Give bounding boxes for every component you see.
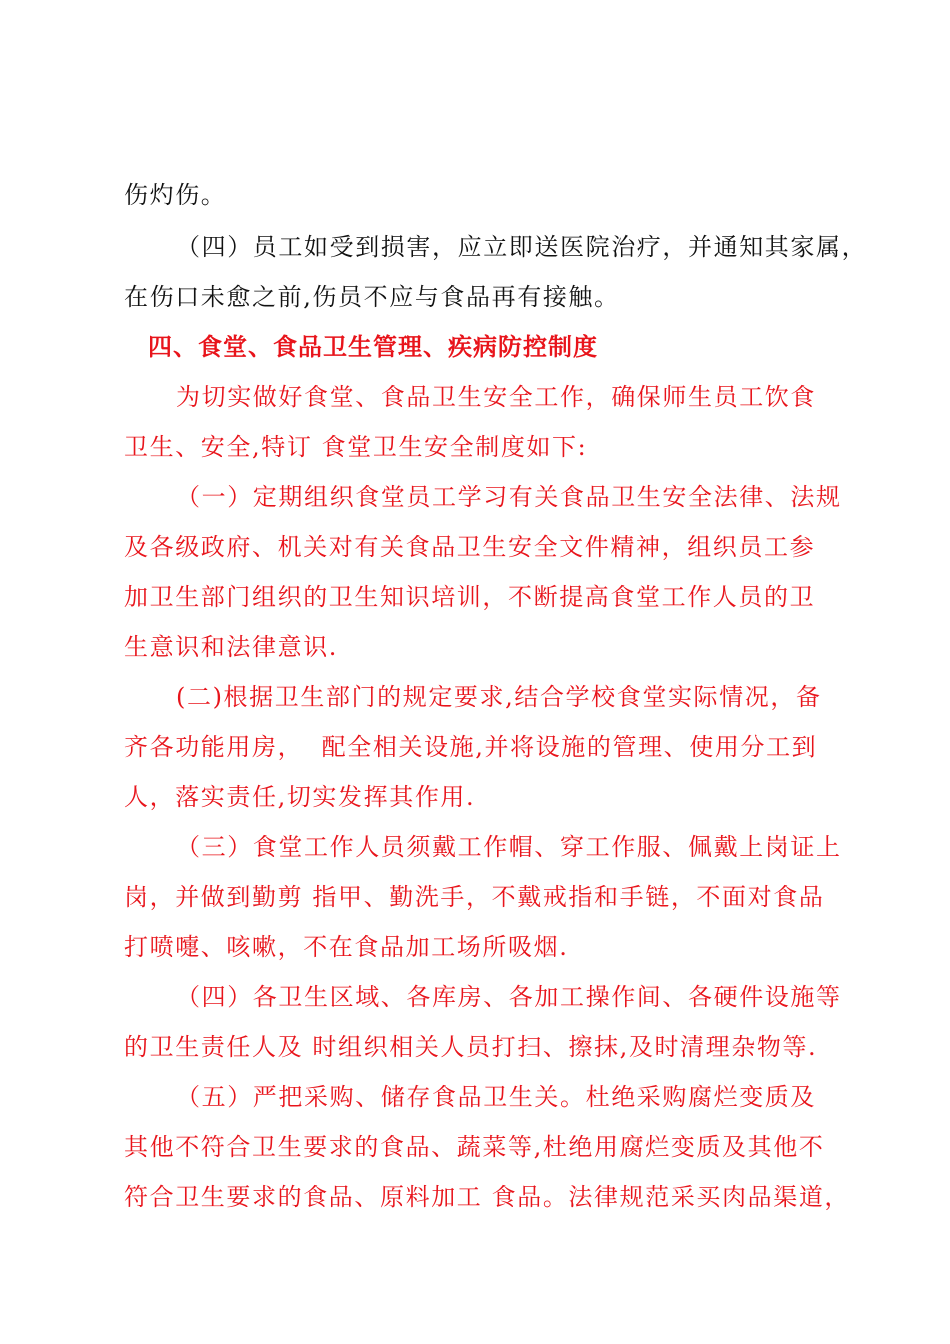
section-heading: 四、食堂、食品卫生管理、疾病防控制度 <box>148 333 598 361</box>
paragraph-line: 为切实做好食堂、食品卫生安全工作，确保师生员工饮食 <box>176 383 816 411</box>
text-line: 其他不符合卫生要求的食品、蔬菜等,杜绝用腐烂变质及其他不 <box>124 1133 825 1161</box>
text-line: 人，落实责任,切实发挥其作用. <box>124 783 476 811</box>
text-line: 齐各功能用房， 配全相关设施,并将设施的管理、使用分工到 <box>124 733 818 761</box>
text-line: 及各级政府、机关对有关食品卫生安全文件精神，组织员工参 <box>124 533 816 561</box>
paragraph-line: （五）严把采购、储存食品卫生关。杜绝采购腐烂变质及 <box>176 1083 816 1111</box>
text-line: 符合卫生要求的食品、原料加工 食品。法律规范采买肉品渠道， <box>124 1183 851 1211</box>
text-line: 加卫生部门组织的卫生知识培训，不断提高食堂工作人员的卫 <box>124 583 816 611</box>
text-line: 岗，并做到勤剪 指甲、勤洗手，不戴戒指和手链，不面对食品 <box>124 883 825 911</box>
paragraph-line: （一）定期组织食堂员工学习有关食品卫生安全法律、法规 <box>176 483 842 511</box>
paragraph-line: （四）员工如受到损害，应立即送医院治疗，并通知其家属， <box>176 233 868 261</box>
text-line: 卫生、安全,特订 食堂卫生安全制度如下: <box>124 433 588 461</box>
paragraph-line: (二)根据卫生部门的规定要求,结合学校食堂实际情况，备 <box>176 683 822 711</box>
text-line: 打喷嚏、咳嗽，不在食品加工场所吸烟. <box>124 933 569 961</box>
text-line: 生意识和法律意识. <box>124 633 339 661</box>
paragraph-line: （三）食堂工作人员须戴工作帽、穿工作服、佩戴上岗证上 <box>176 833 842 861</box>
text-line: 伤灼伤。 <box>124 181 227 209</box>
paragraph-line: （四）各卫生区域、各库房、各加工操作间、各硬件设施等 <box>176 983 842 1011</box>
text-line: 在伤口未愈之前,伤员不应与食品再有接触。 <box>124 283 620 311</box>
text-line: 的卫生责任人及 时组织相关人员打扫、擦抹,及时清理杂物等. <box>124 1033 818 1061</box>
